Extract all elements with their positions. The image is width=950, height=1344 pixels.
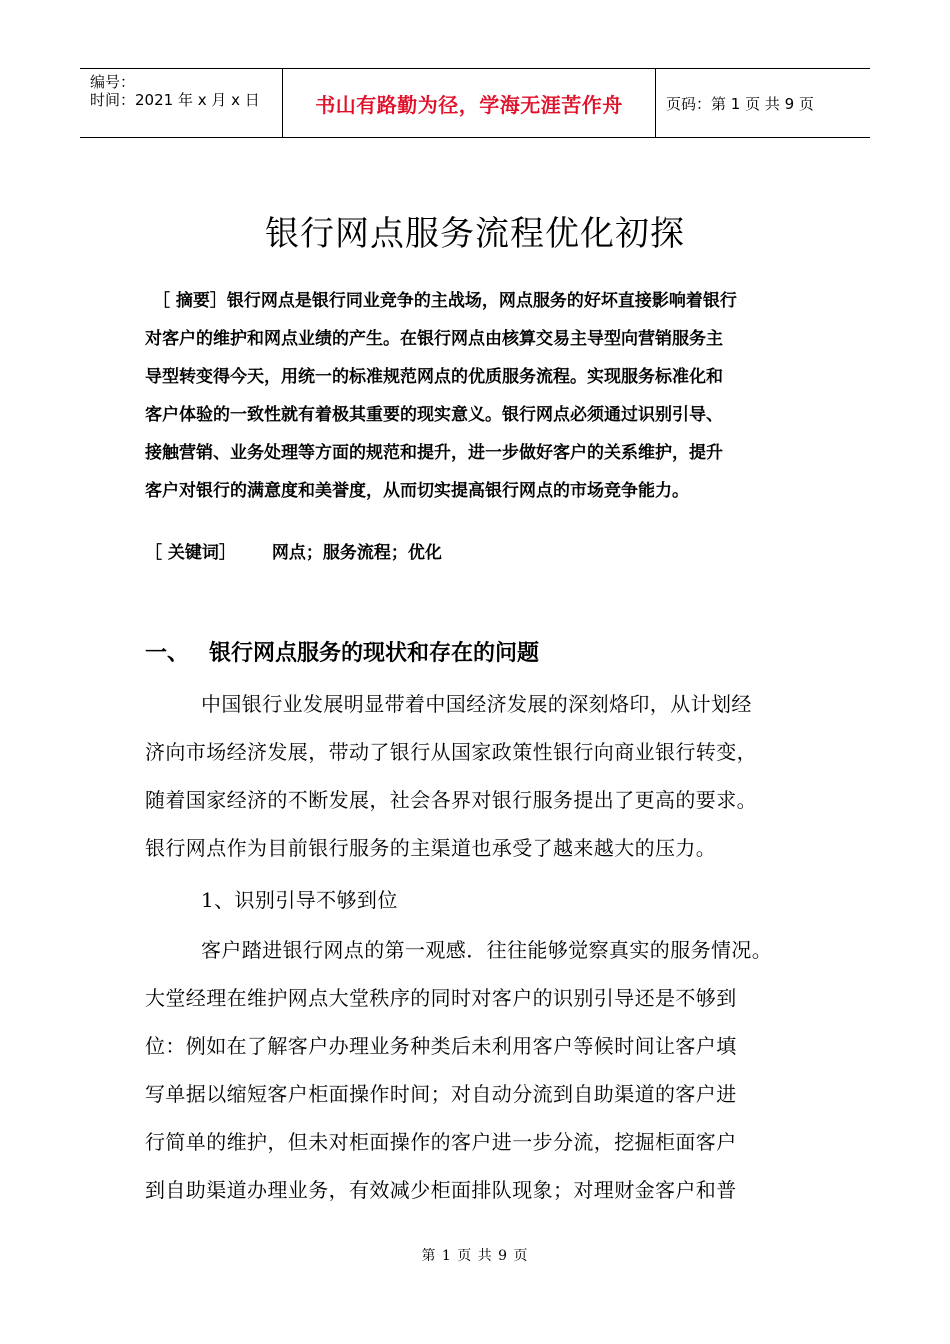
paragraph-line: 银行网点作为目前银行服务的主渠道也承受了越来越大的压力。 [145,836,717,860]
paragraph-line: 济向市场经济发展，带动了银行从国家政策性银行向商业银行转变， [145,740,757,764]
abstract-line: 客户对银行的满意度和美誉度，从而切实提高银行网点的市场竞争能力。 [145,481,689,501]
paragraph-line: 大堂经理在维护网点大堂秩序的同时对客户的识别引导还是不够到 [145,986,737,1010]
page-footer: 第 1 页 共 9 页 [421,1248,529,1264]
paragraph-line: 客户踏进银行网点的第一观感．往往能够觉察真实的服务情况。 [201,938,773,962]
document-date: 时间：2021 年 x 月 x 日 [90,91,260,109]
subheading: 1、识别引导不够到位 [201,888,398,912]
header-motto: 书山有路勤为径，学海无涯苦作舟 [315,92,623,117]
document-header [80,68,870,138]
paragraph-line: 写单据以缩短客户柜面操作时间；对自动分流到自助渠道的客户进 [145,1082,737,1106]
abstract-line: 导型转变得今天，用统一的标准规范网点的优质服务流程。实现服务标准化和 [145,367,723,387]
header-motto-cell [282,69,656,137]
header-meta-cell [80,69,282,137]
subheading-block [145,876,835,924]
paragraph-line: 随着国家经济的不断发展，社会各界对银行服务提出了更高的要求。 [145,788,757,812]
keywords-value: 网点；服务流程；优化 [271,543,442,563]
body-paragraph [145,680,835,872]
header-page-cell [656,69,870,137]
body-paragraph [145,926,835,1214]
abstract-line: 对客户的维护和网点业绩的产生。在银行网点由核算交易主导型向营销服务主 [145,329,723,349]
document-title: 银行网点服务流程优化初探 [265,214,685,254]
paragraph-line: 位：例如在了解客户办理业务种类后未利用客户等候时间让客户填 [145,1034,737,1058]
abstract-line: ［ 摘要］银行网点是银行同业竞争的主战场，网点服务的好坏直接影响着银行 [153,291,737,311]
document-number-label: 编号： [90,73,136,91]
section-heading-text: 银行网点服务的现状和存在的问题 [209,641,540,666]
abstract-line: 客户体验的一致性就有着极其重要的现实意义。银行网点必须通过识别引导、 [145,405,723,425]
abstract-block [145,282,825,510]
header-page-info: 页码：第 1 页 共 9 页 [666,94,814,113]
section-number: 一、 [145,641,190,666]
paragraph-line: 中国银行业发展明显带着中国经济发展的深刻烙印，从计划经 [201,692,752,716]
paragraph-line: 到自助渠道办理业务，有效减少柜面排队现象；对理财金客户和普 [145,1178,737,1202]
abstract-line: 接触营销、业务处理等方面的规范和提升，进一步做好客户的关系维护，提升 [145,443,723,463]
keywords-line [145,538,442,568]
paragraph-line: 行简单的维护，但未对柜面操作的客户进一步分流，挖掘柜面客户 [145,1130,737,1154]
keywords-label: ［ 关键词］ [145,543,236,563]
section-heading [145,636,539,672]
